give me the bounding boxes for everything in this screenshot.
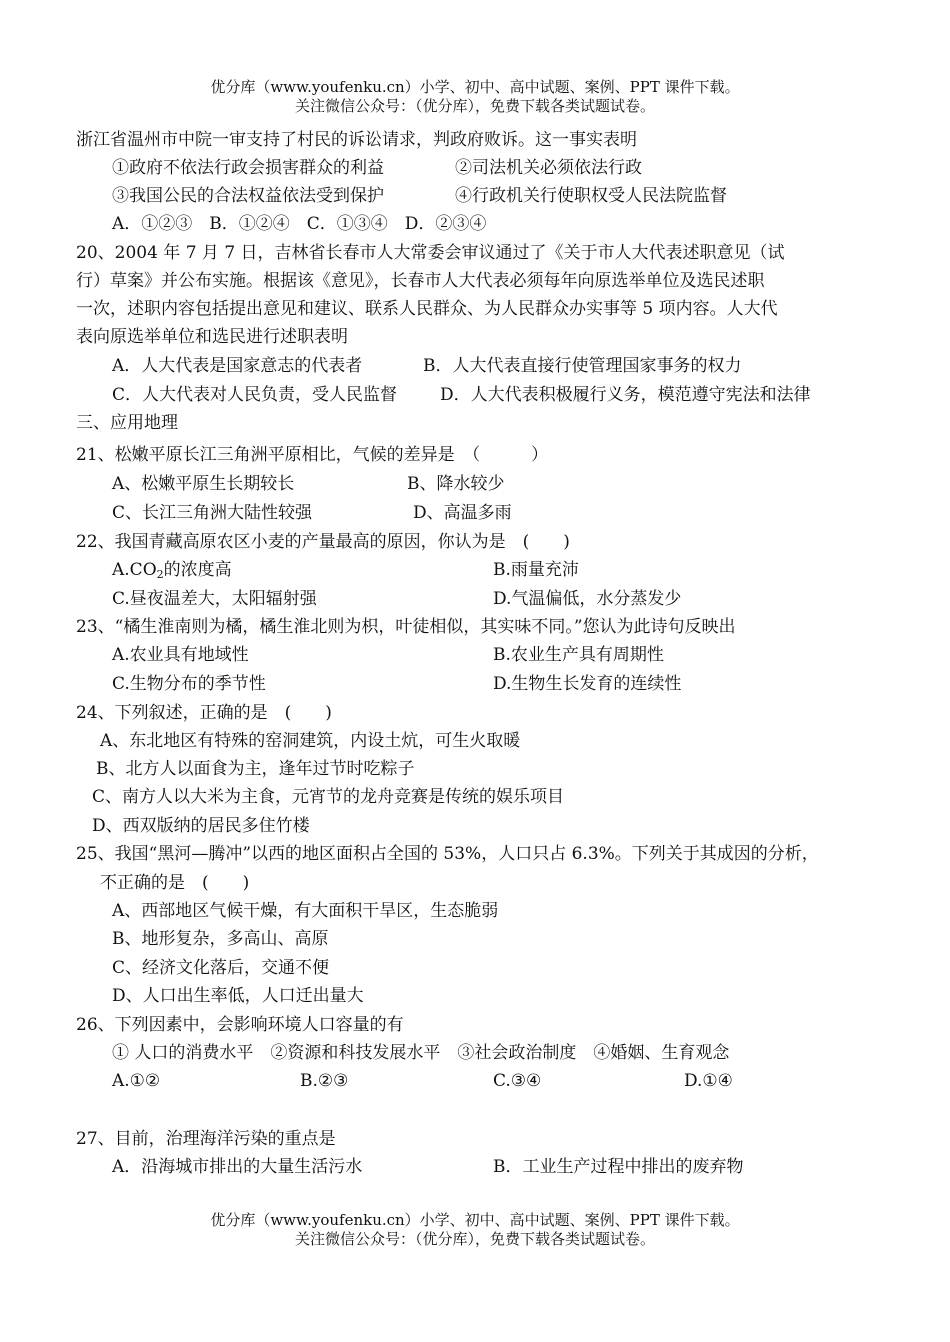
q23-option-a: A.农业具有地域性 bbox=[112, 645, 249, 665]
q25-option-a: A、西部地区气候干燥，有大面积干旱区，生态脆弱 bbox=[112, 901, 499, 921]
q22-option-a-subscript: 2 bbox=[156, 568, 164, 581]
q23-option-d: D.生物生长发育的连续性 bbox=[493, 674, 682, 694]
q25-option-b: B、地形复杂，多高山、高原 bbox=[112, 929, 329, 949]
q23-option-c: C.生物分布的季节性 bbox=[112, 674, 266, 694]
q25-line-2: 不正确的是 ( ) bbox=[100, 873, 250, 893]
q24-stem: 24、下列叙述，正确的是 ( ) bbox=[76, 703, 332, 723]
q20-option-b: B．人大代表直接行使管理国家事务的权力 bbox=[423, 356, 742, 376]
q19-stem: 浙江省温州市中院一审支持了村民的诉讼请求，判政府败诉。这一事实表明 bbox=[76, 130, 637, 150]
q20-line-2: 行）草案》并公布实施。根据该《意见》，长春市人大代表必须每年向原选举单位及选民述职 bbox=[76, 271, 765, 291]
q21-option-c: C、长江三角洲大陆性较强 bbox=[112, 503, 313, 523]
q24-option-a: A、东北地区有特殊的窑洞建筑，内设土炕，可生火取暖 bbox=[100, 731, 521, 751]
q24-option-c: C、南方人以大米为主食，元宵节的龙舟竞赛是传统的娱乐项目 bbox=[92, 787, 565, 807]
q20-line-3: 一次，述职内容包括提出意见和建议、联系人民群众、为人民群众办实事等 5 项内容。人大代 bbox=[76, 299, 778, 319]
q22-stem: 22、我国青藏高原农区小麦的产量最高的原因，你认为是 ( ) bbox=[76, 532, 570, 552]
q20-option-a: A．人大代表是国家意志的代表者 bbox=[112, 356, 363, 376]
q26-option-b: B.②③ bbox=[300, 1071, 349, 1091]
q23-stem: 23、“橘生淮南则为橘，橘生淮北则为枳，叶徒相似，其实味不同。”您认为此诗句反映出 bbox=[76, 617, 736, 637]
q26-items: ① 人口的消费水平 ②资源和科技发展水平 ③社会政治制度 ④婚姻、生育观念 bbox=[112, 1043, 730, 1063]
q27-stem: 27、目前，治理海洋污染的重点是 bbox=[76, 1129, 336, 1149]
q21-option-a: A、松嫩平原生长期较长 bbox=[112, 474, 295, 494]
q19-statement-2: ②司法机关必须依法行政 bbox=[455, 158, 642, 178]
q26-stem: 26、下列因素中，会影响环境人口容量的有 bbox=[76, 1015, 404, 1035]
q20-line-1: 20、2004 年 7 月 7 日，吉林省长春市人大常委会审议通过了《关于市人大代表述职意见（试 bbox=[76, 243, 785, 263]
q23-option-b: B.农业生产具有周期性 bbox=[493, 645, 664, 665]
footer-line-2: 关注微信公众号：（优分库），免费下载各类试题试卷。 bbox=[294, 1230, 655, 1248]
q27-option-a: A．沿海城市排出的大量生活污水 bbox=[112, 1157, 363, 1177]
q22-option-c: C.昼夜温差大，太阳辐射强 bbox=[112, 589, 317, 609]
q21-option-b: B、降水较少 bbox=[407, 474, 505, 494]
q25-option-d: D、人口出生率低，人口迁出量大 bbox=[112, 986, 364, 1006]
page-header bbox=[0, 78, 950, 116]
q25-line-1: 25、我国“黑河—腾冲”以西的地区面积占全国的 53%，人口只占 6.3%。下列关于其成因的分析， bbox=[76, 844, 819, 864]
q22-option-a-prefix: A.CO bbox=[112, 560, 157, 580]
q20-option-c: C．人大代表对人民负责，受人民监督 bbox=[112, 385, 398, 405]
q26-option-c: C.③④ bbox=[493, 1071, 542, 1091]
q19-statement-1: ①政府不依法行政会损害群众的利益 bbox=[112, 158, 384, 178]
footer-line-1: 优分库（www.youfenku.cn）小学、初中、高中试题、案例、PPT 课件下载。 bbox=[210, 1211, 740, 1229]
q24-option-d: D、西双版纳的居民多住竹楼 bbox=[92, 816, 310, 836]
q21-option-d: D、高温多雨 bbox=[413, 503, 512, 523]
q22-option-a-suffix: 的浓度高 bbox=[163, 560, 232, 580]
q26-option-d: D.①④ bbox=[684, 1071, 733, 1091]
q19-statement-4: ④行政机关行使职权受人民法院监督 bbox=[455, 186, 727, 206]
q19-choices: A．①②③ B．①②④ C．①③④ D．②③④ bbox=[112, 214, 487, 234]
section-heading: 三、应用地理 bbox=[76, 413, 178, 433]
q22-option-d: D.气温偏低，水分蒸发少 bbox=[493, 589, 682, 609]
q27-option-b: B．工业生产过程中排出的废弃物 bbox=[493, 1157, 744, 1177]
q20-option-d: D．人大代表积极履行义务，模范遵守宪法和法律 bbox=[440, 385, 811, 405]
q21-stem: 21、松嫩平原长江三角洲平原相比，气候的差异是 （ ） bbox=[76, 445, 549, 465]
q22-option-b: B.雨量充沛 bbox=[493, 560, 579, 580]
header-line-2: 关注微信公众号：（优分库），免费下载各类试题试卷。 bbox=[294, 97, 655, 115]
q20-line-4: 表向原选举单位和选民进行述职表明 bbox=[76, 327, 348, 347]
q19-statement-3: ③我国公民的合法权益依法受到保护 bbox=[112, 186, 384, 206]
q24-option-b: B、北方人以面食为主，逢年过节时吃粽子 bbox=[96, 759, 415, 779]
q22-option-a bbox=[112, 557, 232, 588]
page-footer bbox=[0, 1211, 950, 1249]
q26-option-a: A.①② bbox=[112, 1071, 161, 1091]
header-line-1: 优分库（www.youfenku.cn）小学、初中、高中试题、案例、PPT 课件下载。 bbox=[210, 78, 740, 96]
q25-option-c: C、经济文化落后，交通不便 bbox=[112, 958, 330, 978]
